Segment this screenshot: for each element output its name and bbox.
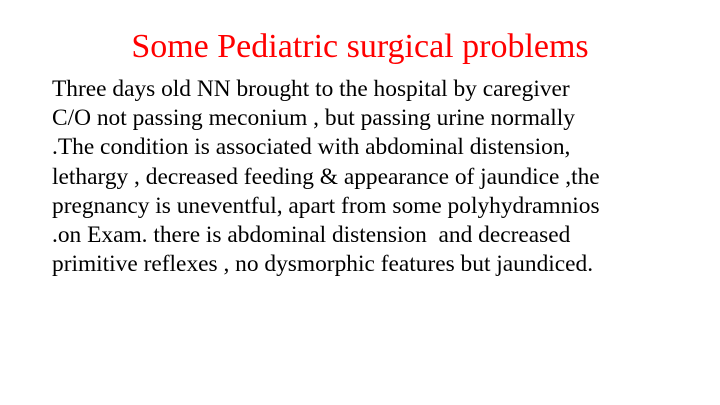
case-description-line-4: lethargy , decreased feeding & appearance of jaundice ,the bbox=[52, 163, 600, 190]
case-description-line-1: Three days old NN brought to the hospital by caregiver bbox=[52, 76, 570, 102]
case-description-line-2: C/O not passing meconium , but passing urine normally bbox=[52, 105, 575, 132]
case-description-line-7: primitive reflexes , no dysmorphic features but jaundiced. bbox=[52, 251, 594, 278]
case-description bbox=[52, 75, 712, 279]
case-description-line-6: .on Exam. there is abdominal distension and decreased bbox=[52, 222, 571, 249]
slide-title: Some Pediatric surgical problems bbox=[131, 28, 589, 65]
case-description-line-3: .The condition is associated with abdominal distension, bbox=[52, 134, 571, 161]
case-description-line-5: pregnancy is uneventful, apart from some polyhydramnios bbox=[52, 192, 600, 219]
